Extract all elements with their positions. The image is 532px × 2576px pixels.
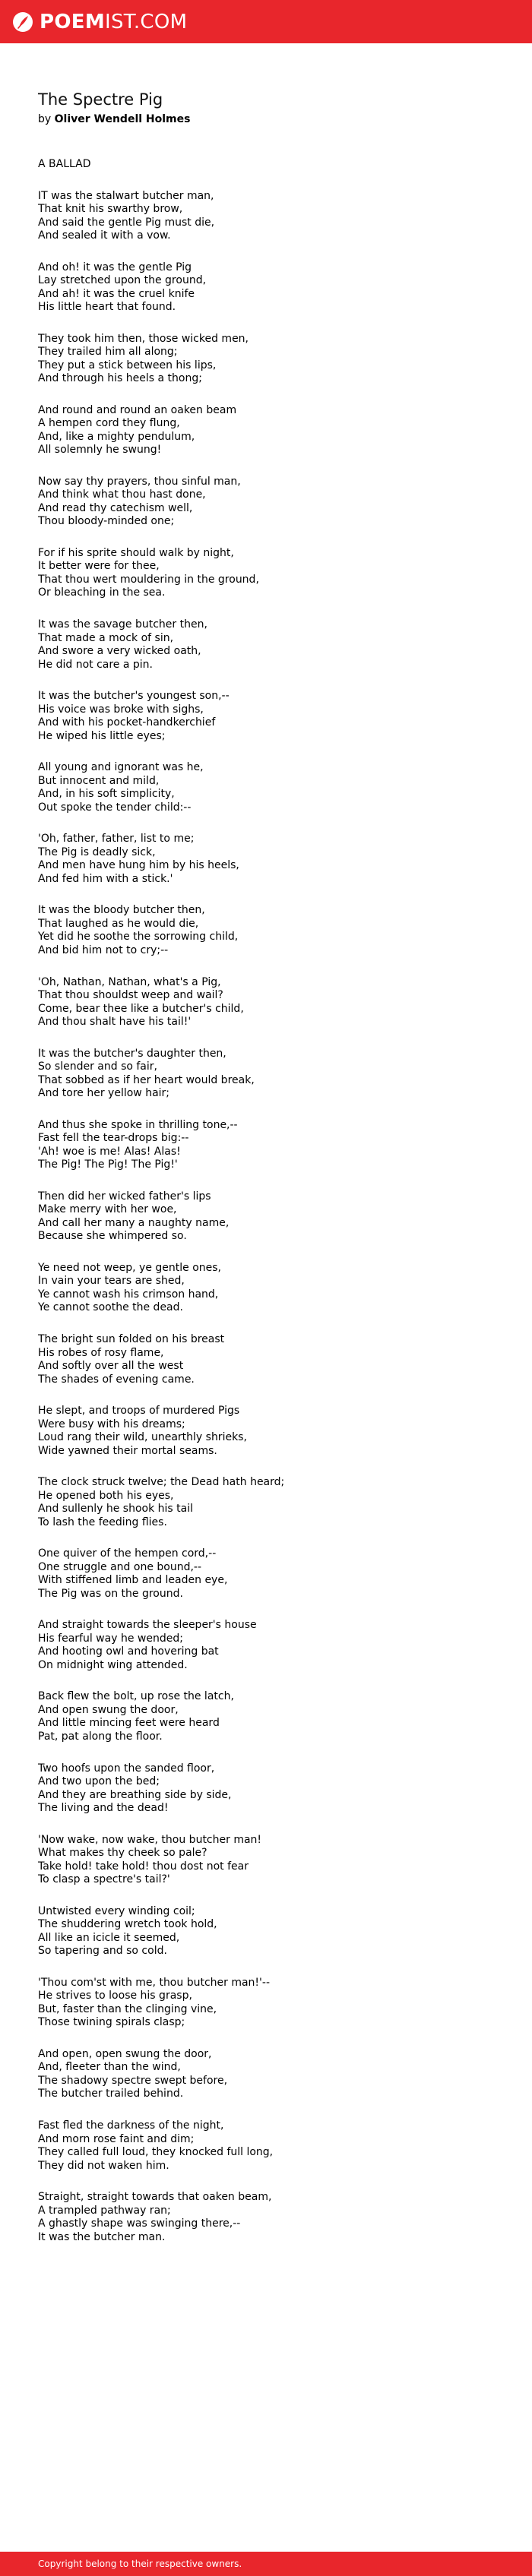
- stanza: [38, 1476, 494, 1529]
- poem-line: It better were for thee,: [38, 560, 160, 573]
- poem-line: And through his heels a thong;: [38, 372, 202, 385]
- poem-line: And oh! it was the gentle Pig: [38, 261, 192, 273]
- poem-line: And thus she spoke in thrilling tone,--: [38, 1118, 238, 1131]
- logo-text-bold: POEM: [40, 10, 105, 33]
- poem-line: The Pig is deadly sick,: [38, 845, 156, 858]
- poem-line: Ye cannot wash his crimson hand,: [38, 1288, 219, 1301]
- poem-line: His voice was broke with sighs,: [38, 703, 204, 716]
- poem-line: And with his pocket-handkerchief: [38, 716, 216, 729]
- poem-line: They trailed him all along;: [38, 346, 178, 359]
- poem-line: The bright sun folded on his breast: [38, 1333, 225, 1345]
- poem-line: Make merry with her woe,: [38, 1203, 177, 1216]
- poem-line: He slept, and troops of murdered Pigs: [38, 1405, 240, 1418]
- poem-line: Those twining spirals clasp;: [38, 2016, 185, 2029]
- poem-line: They took him then, those wicked men,: [38, 332, 249, 345]
- stanza: [38, 261, 494, 314]
- stanza: [38, 1190, 494, 1244]
- poem-line: 'Oh, father, father, list to me;: [38, 833, 195, 845]
- poem-line: For if his sprite should walk by night,: [38, 546, 234, 559]
- poem-line: That made a mock of sin,: [38, 631, 174, 644]
- poem-line: 'Now wake, now wake, thou butcher man!: [38, 1833, 262, 1846]
- poem-line: They did not waken him.: [38, 2159, 169, 2172]
- stanza: [38, 1762, 494, 1816]
- poem-line: 'Thou com'st with me, thou butcher man!'--: [38, 1976, 270, 1989]
- poem-line: It was the savage butcher then,: [38, 618, 207, 631]
- copyright-text: Copyright belong to their respective owners.: [38, 2559, 242, 2569]
- poem-line: The shuddering wretch took hold,: [38, 1918, 217, 1931]
- poem-line: That thou wert mouldering in the ground,: [38, 573, 259, 586]
- stanza: [38, 2048, 494, 2101]
- poem-line: And thou shalt have his tail!': [38, 1016, 192, 1029]
- poem-line: He did not care a pin.: [38, 658, 153, 671]
- poem-line: And sealed it with a vow.: [38, 229, 171, 242]
- stanza: [38, 618, 494, 672]
- poem-line: The living and the dead!: [38, 1802, 169, 1815]
- poem-line: And two upon the bed;: [38, 1775, 160, 1788]
- stanza: [38, 1547, 494, 1601]
- poem-line: Lay stretched upon the ground,: [38, 274, 207, 287]
- poem-line: He strives to loose his grasp,: [38, 1990, 192, 2002]
- poem-line: A ghastly shape was swinging there,--: [38, 2217, 241, 2230]
- poem-line: A hempen cord they flung,: [38, 417, 180, 430]
- poem-line: And, fleeter than the wind,: [38, 2061, 181, 2074]
- poem-line: And hooting owl and hovering bat: [38, 1645, 219, 1658]
- poem-line: Thou bloody-minded one;: [38, 515, 175, 528]
- poem-line: What makes thy cheek so pale?: [38, 1847, 207, 1860]
- poem-line: All young and ignorant was he,: [38, 761, 204, 774]
- poem-line: One struggle and one bound,--: [38, 1560, 202, 1573]
- byline: [38, 112, 494, 126]
- stanza-list: [38, 190, 494, 2245]
- poem-line: The butcher trailed behind.: [38, 2088, 184, 2100]
- stanza: [38, 1048, 494, 1101]
- site-header: [0, 0, 532, 43]
- stanza: [38, 547, 494, 600]
- poem-line: And bid him not to cry;--: [38, 943, 169, 956]
- stanza: [38, 333, 494, 386]
- byline-prefix: by: [38, 113, 52, 125]
- poem-line: Were busy with his dreams;: [38, 1418, 185, 1430]
- poem-line: Wide yawned their mortal seams.: [38, 1444, 217, 1457]
- poem-line: IT was the stalwart butcher man,: [38, 189, 214, 202]
- poem-line: And they are breathing side by side,: [38, 1788, 232, 1801]
- poem-line: His little heart that found.: [38, 301, 176, 314]
- stanza: [38, 976, 494, 1029]
- site-logo-link[interactable]: [12, 11, 187, 33]
- poem-line: It was the butcher man.: [38, 2230, 166, 2243]
- stanza: [38, 833, 494, 886]
- poem-line: One quiver of the hempen cord,--: [38, 1547, 217, 1560]
- poem-line: And fed him with a stick.': [38, 872, 173, 885]
- stanza: [38, 1834, 494, 1887]
- poem-title: The Spectre Pig: [38, 90, 163, 109]
- poem-line: That knit his swarthy brow,: [38, 203, 183, 215]
- poem-line: Untwisted every winding coil;: [38, 1904, 195, 1917]
- poem-line: The shades of evening came.: [38, 1373, 195, 1386]
- poem-line: Pat, pat along the floor.: [38, 1730, 163, 1743]
- poem-line: Loud rang their wild, unearthly shrieks,: [38, 1431, 247, 1444]
- stanza: [38, 1977, 494, 2030]
- poem-line: Take hold! take hold! thou dost not fear: [38, 1860, 249, 1873]
- poem-content: [38, 90, 494, 2262]
- poem-line: Ye need not weep, ye gentle ones,: [38, 1261, 221, 1274]
- poem-line: Come, bear thee like a butcher's child,: [38, 1002, 244, 1015]
- poem-line: The clock struck twelve; the Dead hath heard;: [38, 1476, 285, 1489]
- stanza: [38, 476, 494, 529]
- poem-line: Ye cannot soothe the dead.: [38, 1301, 183, 1314]
- site-footer: [0, 2552, 532, 2576]
- stanza: [38, 1405, 494, 1458]
- poem-line: And open, open swung the door,: [38, 2047, 212, 2060]
- poem-line: But innocent and mild,: [38, 774, 160, 787]
- poem-line: That thou shouldst weep and wail?: [38, 989, 223, 1002]
- poem-line: He wiped his little eyes;: [38, 729, 166, 742]
- poem-line: He opened both his eyes,: [38, 1489, 174, 1502]
- stanza: [38, 190, 494, 243]
- stanza: [38, 1262, 494, 1315]
- poem-line: And said the gentle Pig must die,: [38, 216, 215, 229]
- poem-line: 'Oh, Nathan, Nathan, what's a Pig,: [38, 975, 221, 988]
- poem-line: And round and round an oaken beam: [38, 403, 237, 416]
- poem-line: Yet did he soothe the sorrowing child,: [38, 931, 239, 943]
- logo-text-light: IST.COM: [105, 10, 188, 33]
- poem-line: To clasp a spectre's tail?': [38, 1873, 170, 1886]
- stanza: [38, 761, 494, 814]
- poem-subtitle: A BALLAD: [38, 158, 91, 170]
- poem-line: It was the butcher's youngest son,--: [38, 690, 230, 703]
- poem-line: The shadowy spectre swept before,: [38, 2074, 228, 2087]
- stanza: [38, 404, 494, 457]
- stanza: [38, 1119, 494, 1172]
- poem-line: With stiffened limb and leaden eye,: [38, 1574, 228, 1587]
- poem-line: And call her many a naughty name,: [38, 1216, 230, 1229]
- poem-body: [38, 158, 494, 2244]
- poem-line: That laughed as he would die,: [38, 917, 199, 930]
- poem-line: It was the bloody butcher then,: [38, 904, 205, 917]
- poem-line: Then did her wicked father's lips: [38, 1190, 211, 1203]
- poem-line: Or bleaching in the sea.: [38, 586, 166, 599]
- poem-line: So slender and so fair,: [38, 1060, 157, 1073]
- poem-line: And, in his soft simplicity,: [38, 788, 175, 801]
- stanza: [38, 2119, 494, 2173]
- poem-line: 'Ah! woe is me! Alas! Alas!: [38, 1145, 181, 1158]
- poem-line: So tapering and so cold.: [38, 1945, 167, 1958]
- poem-line: On midnight wing attended.: [38, 1658, 188, 1671]
- poem-line: And little mincing feet were heard: [38, 1717, 220, 1730]
- feather-quill-icon: [12, 11, 33, 33]
- poem-line: All like an icicle it seemed,: [38, 1931, 180, 1944]
- stanza: [38, 1690, 494, 1743]
- poem-line: And ah! it was the cruel knife: [38, 287, 195, 300]
- poem-line: Because she whimpered so.: [38, 1230, 187, 1243]
- poem-line: And think what thou hast done,: [38, 488, 206, 501]
- poem-line: And tore her yellow hair;: [38, 1087, 170, 1100]
- poem-line: All solemnly he swung!: [38, 444, 162, 457]
- poem-line: Fast fell the tear-drops big:--: [38, 1132, 189, 1145]
- poem-line: That sobbed as if her heart would break,: [38, 1073, 255, 1086]
- stanza: [38, 2191, 494, 2244]
- poem-line: The Pig was on the ground.: [38, 1587, 183, 1600]
- poem-line: Straight, straight towards that oaken beam,: [38, 2191, 272, 2204]
- author-name-link[interactable]: Oliver Wendell Holmes: [54, 113, 191, 125]
- poem-line: And sullenly he shook his tail: [38, 1503, 193, 1516]
- poem-line: They put a stick between his lips,: [38, 359, 217, 371]
- poem-line: Fast fled the darkness of the night,: [38, 2119, 224, 2132]
- poem-line: They called full loud, they knocked full long,: [38, 2146, 274, 2159]
- poem-line: And morn rose faint and dim;: [38, 2132, 195, 2145]
- poem-line: Out spoke the tender child:--: [38, 801, 192, 814]
- poem-line: Back flew the bolt, up rose the latch,: [38, 1690, 234, 1703]
- poem-line: And straight towards the sleeper's house: [38, 1619, 257, 1632]
- poem-line: His robes of rosy flame,: [38, 1346, 164, 1359]
- poem-line: His fearful way he wended;: [38, 1632, 183, 1645]
- poem-line: But, faster than the clinging vine,: [38, 2002, 217, 2015]
- poem-line: And men have hung him by his heels,: [38, 859, 239, 872]
- poem-line: And swore a very wicked oath,: [38, 645, 201, 658]
- poem-line: The Pig! The Pig! The Pig!': [38, 1158, 178, 1171]
- stanza: [38, 690, 494, 743]
- poem-line: And read thy catechism well,: [38, 501, 193, 514]
- poem-line: And softly over all the west: [38, 1360, 184, 1372]
- stanza: [38, 1619, 494, 1672]
- poem-line: And open swung the door,: [38, 1703, 179, 1716]
- poem-line: A trampled pathway ran;: [38, 2204, 171, 2217]
- poem-line: It was the butcher's daughter then,: [38, 1047, 226, 1060]
- poem-line: Now say thy prayers, thou sinful man,: [38, 475, 241, 488]
- stanza: [38, 1333, 494, 1386]
- poem-line: Two hoofs upon the sanded floor,: [38, 1762, 215, 1775]
- stanza: [38, 1905, 494, 1958]
- poem-line: To lash the feeding flies.: [38, 1516, 167, 1528]
- poem-line: And, like a mighty pendulum,: [38, 430, 195, 443]
- stanza: [38, 904, 494, 957]
- poem-line: In vain your tears are shed,: [38, 1275, 185, 1288]
